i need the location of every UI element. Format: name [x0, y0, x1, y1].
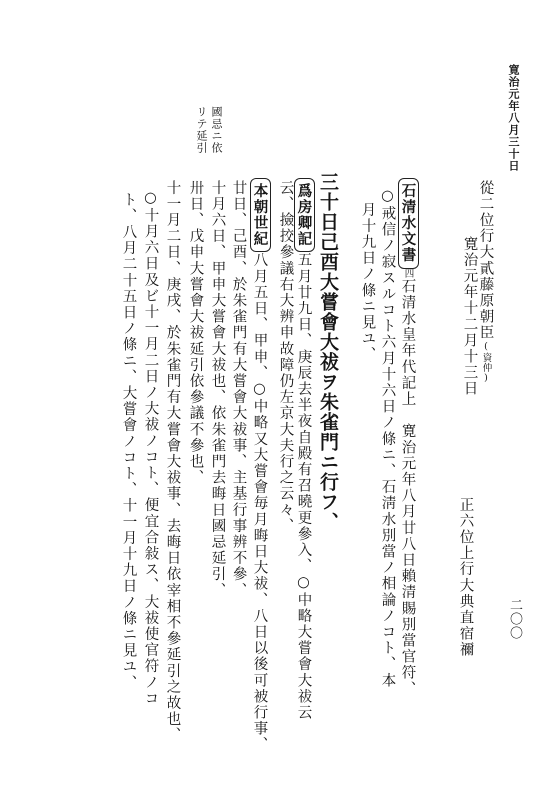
text-line: 卅日、戊申大嘗會大祓延引依參議不參也、 — [187, 180, 204, 486]
running-head: 寛治元年八月三十日 — [507, 64, 520, 172]
text-line: 廿日、己酉、於朱雀門有大嘗會大祓事、主基行事辨不參、 — [230, 180, 247, 599]
note-line-1: ○戒信ノ寂スルコト六月十六日ノ條ニ、石淸水別當ノ相論ノコト、本 — [379, 188, 396, 689]
margin-note-line1: 國忌ニ依 — [210, 106, 223, 154]
source-rest: 石清水皇年代記上 寛治元年八月廿八日賴清賜別當官符、 — [399, 278, 416, 698]
signature-note: (資仲) — [480, 341, 492, 384]
note-line: ト、八月二十五日ノ條ニ、大嘗會ノコト、十一月十九日ノ條ニ見ユ、 — [120, 192, 137, 692]
signature-line-2: 正六位上行大典直宿禰 — [457, 497, 474, 658]
note-line-2: 月十九日ノ條ニ見ユ、 — [359, 202, 376, 363]
source-label: 爲房卿記 — [294, 178, 315, 252]
entry-heading: 三十日己酉大嘗會大祓ヲ朱雀門ニ行フ、 — [317, 172, 339, 532]
source-line-honcho — [252, 178, 267, 753]
signature-line-1 — [478, 180, 493, 384]
text-line: 云、撿挍參議右大辨申故障仍左京大夫行之云々、 — [277, 180, 294, 535]
source-line-iwashimizu — [400, 178, 415, 697]
text-line: 十一月二日、庚戌、於朱雀門有大嘗會大祓事、去晦日依宰相不參延引之故也、 — [164, 180, 181, 744]
source-rest: 五月廿九日、庚辰去半夜自殿有召曉更參入、○中略大嘗會大祓云 — [295, 252, 312, 721]
source-rest: 八月五日、甲申、○中略又大嘗會毎月晦日大祓、八日以後可被行事、 — [251, 252, 268, 754]
text-line: 十月六日、甲申大嘗會大祓也、依朱雀門去晦日國忌延引、 — [209, 180, 226, 599]
source-line-tamefusa — [296, 178, 311, 721]
page-number: 二〇〇 — [507, 598, 522, 640]
margin-note-line2: リテ延引 — [195, 106, 208, 154]
source-label: 本朝世紀 — [250, 178, 271, 252]
source-note: 四 — [402, 268, 414, 279]
note-line: ○十月六日及ビ十一月二日ノ大祓ノコト、便宜合敍ス、大祓使官符ノコ — [142, 190, 159, 707]
date-line: 寛治元年十二月十三日 — [461, 236, 478, 397]
signature-text: 從二位行大貳藤原朝臣 — [477, 180, 494, 341]
source-label: 石清水文書 — [398, 178, 419, 269]
